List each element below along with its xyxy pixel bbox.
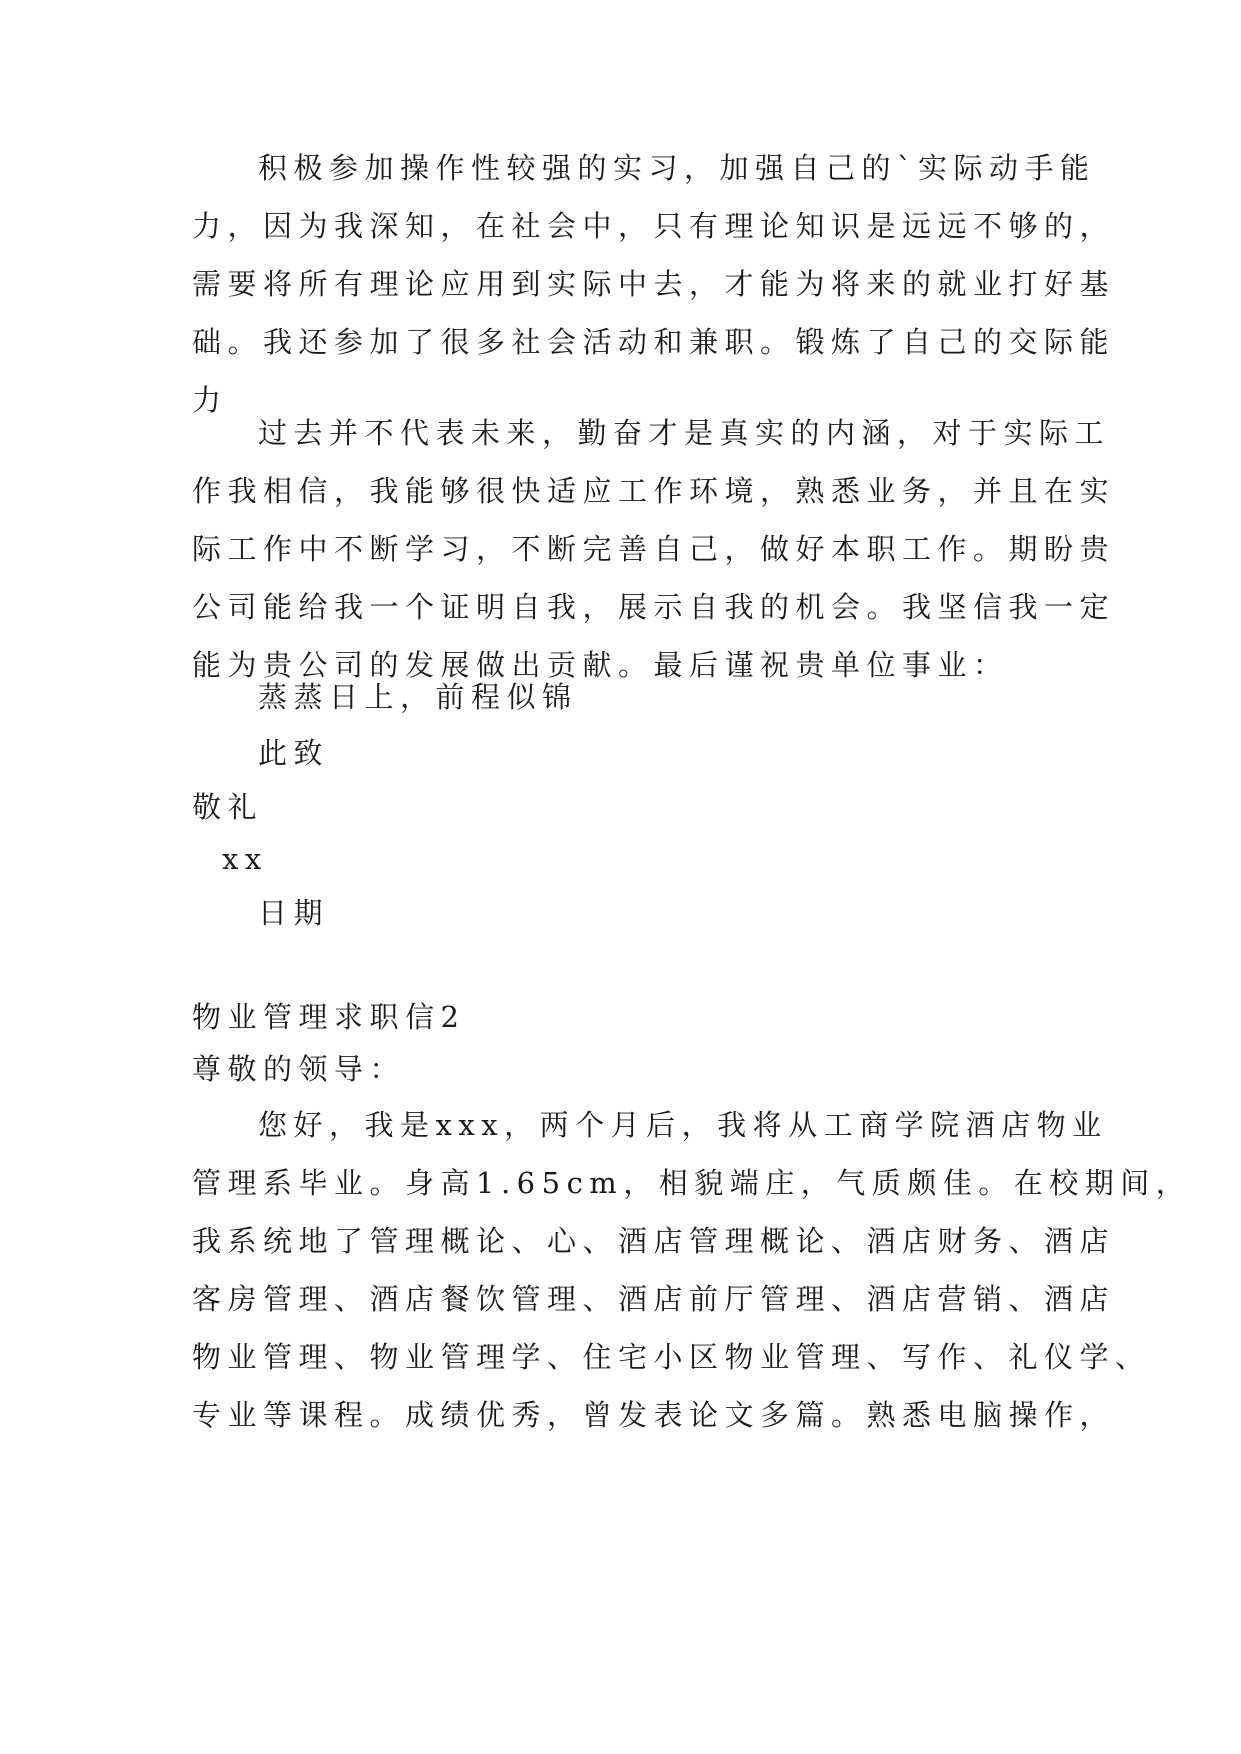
paragraph-introduction <box>192 1096 1192 1444</box>
text-line: 力 <box>192 383 228 417</box>
text-line: 专业等课程。成绩优秀，曾发表论文多篇。熟悉电脑操作， <box>192 1398 1116 1432</box>
signature: xx <box>222 842 268 876</box>
text-line: 能为贵公司的发展做出贡献。最后谨祝贵单位事业： <box>192 648 1009 682</box>
text-line: 物业管理、物业管理学、住宅小区物业管理、写作、礼仪学、 <box>192 1340 1151 1374</box>
text-line: 管理系毕业。身高1.65cm，相貌端庄，气质颇佳。在校期间， <box>192 1166 1192 1200</box>
text-line: 力，因为我深知，在社会中，只有理论知识是远远不够的， <box>192 209 1116 243</box>
salutation: 尊敬的领导： <box>192 1052 406 1086</box>
closing-cizhi: 此致 <box>258 736 330 770</box>
text-line: 客房管理、酒店餐饮管理、酒店前厅管理、酒店营销、酒店 <box>192 1282 1116 1316</box>
text-line: 际工作中不断学习，不断完善自己，做好本职工作。期盼贵 <box>192 532 1116 566</box>
text-line: 积极参加操作性较强的实习，加强自己的`实际动手能 <box>258 151 1096 185</box>
text-line: 础。我还参加了很多社会活动和兼职。锻炼了自己的交际能 <box>192 325 1116 359</box>
paragraph-internship <box>192 139 1116 429</box>
text-line: 过去并不代表未来，勤奋才是真实的内涵，对于实际工 <box>258 416 1111 450</box>
paragraph-future <box>192 404 1116 694</box>
date-line: 日期 <box>258 896 330 930</box>
text-line: 您好，我是xxx，两个月后，我将从工商学院酒店物业 <box>258 1108 1108 1142</box>
section-title: 物业管理求职信2 <box>192 1000 466 1034</box>
text-line: 作我相信，我能够很快适应工作环境，熟悉业务，并且在实 <box>192 474 1116 508</box>
text-line: 公司能给我一个证明自我，展示自我的机会。我坚信我一定 <box>192 590 1116 624</box>
wish-line: 蒸蒸日上，前程似锦 <box>258 680 578 714</box>
closing-jingli: 敬礼 <box>192 790 264 824</box>
text-line: 需要将所有理论应用到实际中去，才能为将来的就业打好基 <box>192 267 1116 301</box>
text-line: 我系统地了管理概论、心、酒店管理概论、酒店财务、酒店 <box>192 1224 1116 1258</box>
